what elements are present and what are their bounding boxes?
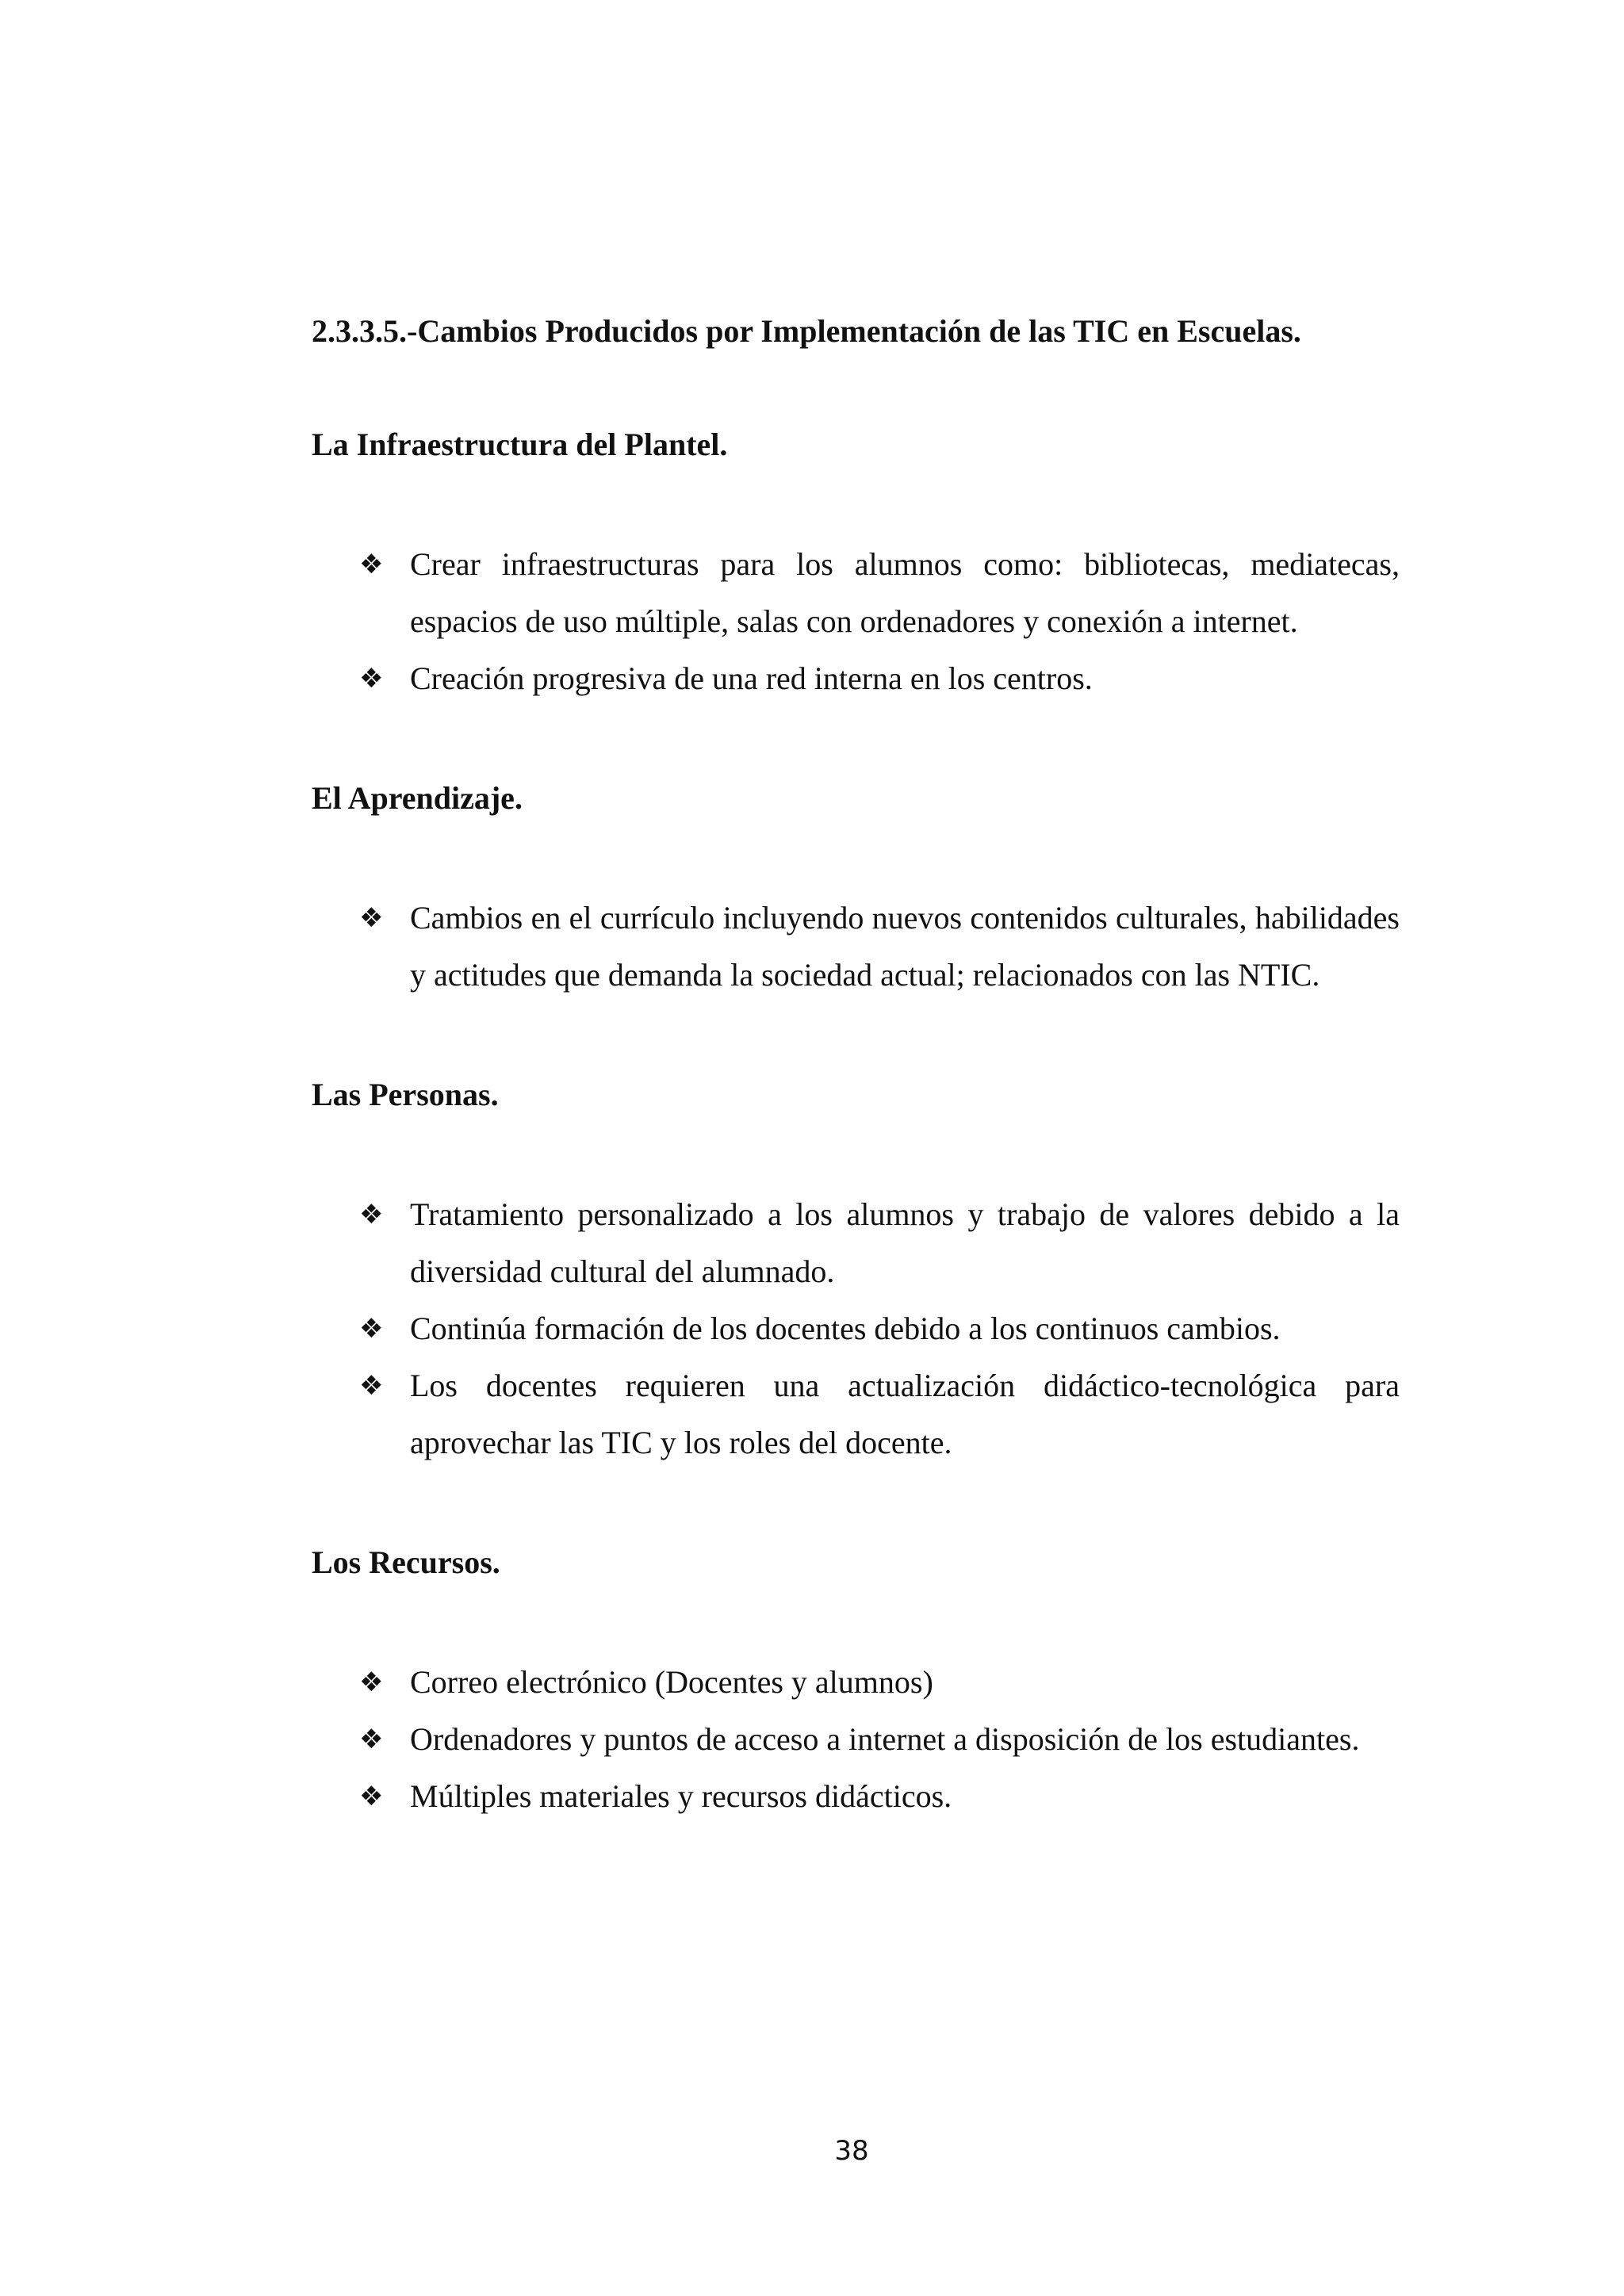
diamond-bullet-icon: ❖ [359,1724,384,1755]
bullet-list-infraestructura [312,536,1400,707]
list-item [312,1711,1400,1768]
list-item-text: Continúa formación de los docentes debido a los continuos cambios. [410,1311,1281,1346]
diamond-bullet-icon: ❖ [359,549,384,580]
list-item [312,1357,1400,1471]
list-item [312,1654,1400,1711]
list-item-text: Creación progresiva de una red interna en los centros. [410,660,1093,696]
diamond-bullet-icon: ❖ [359,1667,384,1698]
bullet-list-personas [312,1186,1400,1471]
list-item-text: Los docentes requieren una actualización didáctico-tecnológica para aprovechar las TIC y los roles del docente. [410,1368,1400,1460]
diamond-bullet-icon: ❖ [359,1370,384,1402]
list-item [312,1186,1400,1300]
list-item [312,650,1400,707]
list-item-text: Ordenadores y puntos de acceso a internet a disposición de los estudiantes. [410,1721,1360,1757]
list-item [312,1300,1400,1357]
list-item-text: Correo electrónico (Docentes y alumnos) [410,1664,933,1700]
subsection-heading-aprendizaje: El Aprendizaje. [312,780,523,816]
diamond-bullet-icon: ❖ [359,1313,384,1345]
list-item [312,536,1400,650]
list-item [312,1768,1400,1825]
list-item-text: Cambios en el currículo incluyendo nuevos contenidos culturales, habilidades y actitudes que demanda la sociedad actual; relacionados con las NTIC. [410,900,1400,993]
page-number: 38 [834,2135,869,2167]
diamond-bullet-icon: ❖ [359,1199,384,1230]
diamond-bullet-icon: ❖ [359,663,384,695]
diamond-bullet-icon: ❖ [359,902,384,934]
list-item-text: Tratamiento personalizado a los alumnos y trabajo de valores debido a la diversidad cultural del alumnado. [410,1196,1400,1289]
section-title: 2.3.3.5.-Cambios Producidos por Implementación de las TIC en Escuelas. [312,313,1301,349]
bullet-list-aprendizaje [312,890,1400,1004]
subsection-heading-infraestructura: La Infraestructura del Plantel. [312,427,728,462]
list-item [312,890,1400,1004]
list-item-text: Crear infraestructuras para los alumnos como: bibliotecas, mediatecas, espacios de uso múltiple, salas con ordenadores y conexión a internet. [410,546,1400,639]
diamond-bullet-icon: ❖ [359,1781,384,1812]
list-item-text: Múltiples materiales y recursos didácticos. [410,1778,952,1814]
bullet-list-recursos [312,1654,1400,1825]
subsection-heading-personas: Las Personas. [312,1077,499,1112]
subsection-heading-recursos: Los Recursos. [312,1544,500,1580]
page-content [312,308,1400,1892]
